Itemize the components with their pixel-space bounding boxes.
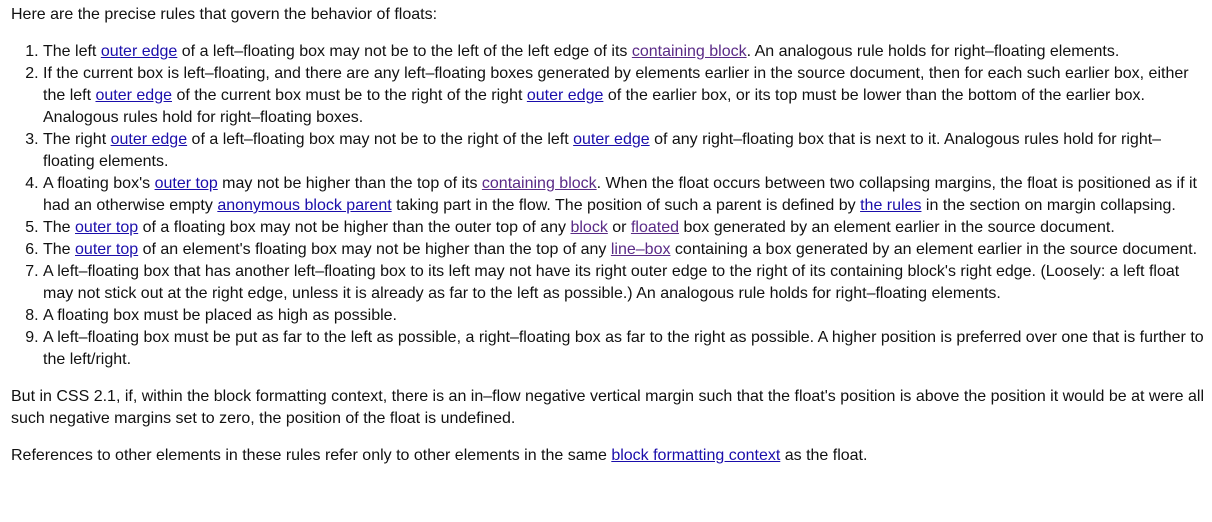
negative-margin-paragraph: But in CSS 2.1, if, within the block formatting context, there is an in–flow negative vertical margin such that the float's position is above the position it would be at were all such negative margins set to zero, the position of the float is undefined.: [11, 388, 1205, 427]
rule-text: of the earlier box, or its top must be lower than the bottom of the earlier box. Analogous rules hold for right–floating boxes.: [43, 87, 1145, 126]
rule-text: of an element's floating box may not be higher than the top of any: [138, 241, 611, 258]
rule-item: [43, 327, 1208, 371]
floated-link[interactable]: floated: [630, 219, 679, 236]
outer-edge-link[interactable]: outer edge: [95, 87, 172, 104]
rule-text: The: [43, 219, 76, 236]
rule-text: The left: [43, 43, 101, 60]
rule-text: of the current box must be to the right of the right: [172, 87, 527, 104]
rule-text: If the current box is left–floating, and there are any left–floating boxes generated by elements earlier in the source document, then for each such earlier box, either the left: [43, 65, 1189, 104]
rule-item: [43, 217, 1208, 239]
rule-text: of a floating box may not be higher than the outer top of any: [138, 219, 571, 236]
outer-edge-link[interactable]: outer edge: [100, 43, 178, 60]
rule-text: may not be higher than the top of its: [217, 175, 482, 192]
intro-text: Here are the precise rules that govern the behavior of floats:: [11, 6, 438, 23]
outer-top-link[interactable]: outer top: [75, 241, 139, 258]
line-box-link[interactable]: line–box: [610, 241, 671, 258]
rule-text: taking part in the flow. The position of such a parent is defined by: [391, 197, 861, 214]
containing-block-link[interactable]: containing block: [631, 43, 747, 60]
rule-text: The: [43, 241, 76, 258]
rule-item: [43, 173, 1208, 217]
outer-edge-link[interactable]: outer edge: [573, 131, 650, 148]
block-link[interactable]: block: [570, 219, 608, 236]
rule-text: The right: [43, 131, 111, 148]
rule-text: containing a box generated by an element earlier in the source document.: [670, 241, 1198, 258]
rule-text: A left–floating box must be put as far to the left as possible, a right–floating box as far to the right as possible. A higher position is preferred over one that is further to the left/right.: [43, 329, 1204, 368]
rule-text: box generated by an element earlier in the source document.: [679, 219, 1115, 236]
rule-text: . An analogous rule holds for right–floating elements.: [746, 43, 1120, 60]
rule-text: of a left–floating box may not be to the right of the left: [187, 131, 574, 148]
rule-text: A left–floating box that has another left–floating box to its left may not have its right outer edge to the right of its containing block's right edge. (Loosely: a left float may not stick out at the right edge, unless it is already as far to the left as possible.) An analogous rule holds for right–floating elements.: [43, 263, 1180, 302]
references-text-before: References to other elements in these rules refer only to other elements in the same: [11, 447, 612, 464]
rule-text: A floating box must be placed as high as possible.: [43, 307, 397, 324]
rule-text: of any right–floating box that is next to it. Analogous rules hold for right–floating elements.: [43, 131, 1162, 170]
float-rules-list: [11, 41, 1208, 371]
anonymous-block-parent-link[interactable]: anonymous block parent: [217, 197, 392, 214]
block-formatting-context-link[interactable]: block formatting context: [611, 447, 781, 464]
rule-item: [43, 41, 1208, 63]
rule-text: A floating box's: [43, 175, 155, 192]
rule-text: or: [607, 219, 631, 236]
references-paragraph: [11, 445, 1208, 467]
rule-item: [43, 129, 1208, 173]
containing-block-link[interactable]: containing block: [481, 175, 597, 192]
the-rules-link[interactable]: the rules: [860, 197, 922, 214]
rule-item: [43, 63, 1208, 129]
references-text-after: as the float.: [780, 447, 868, 464]
rule-item: [43, 239, 1208, 261]
outer-edge-link[interactable]: outer edge: [110, 131, 188, 148]
rule-item: [43, 261, 1208, 305]
rule-text: of a left–floating box may not be to the left of the left edge of its: [177, 43, 632, 60]
outer-top-link[interactable]: outer top: [75, 219, 139, 236]
outer-edge-link[interactable]: outer edge: [526, 87, 604, 104]
rule-text: in the section on margin collapsing.: [921, 197, 1176, 214]
rule-text: . When the float occurs between two collapsing margins, the float is positioned as if it had an otherwise empty: [43, 175, 1197, 214]
outer-top-link[interactable]: outer top: [154, 175, 218, 192]
rule-item: [43, 305, 1208, 327]
